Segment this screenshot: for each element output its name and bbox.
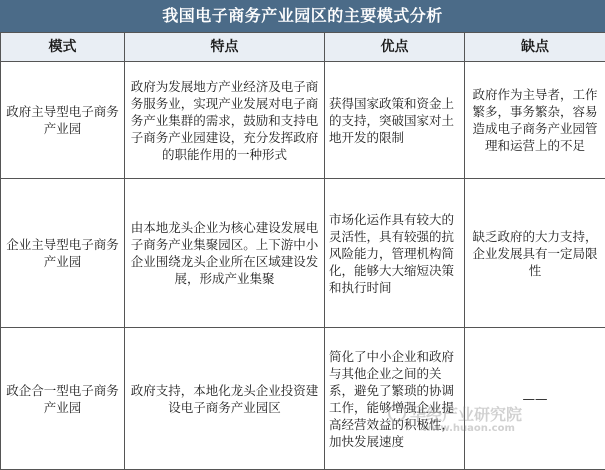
mode-cell: 企业主导型电子商务产业园 [1, 179, 125, 328]
table-row [1, 179, 605, 328]
feature-cell: 政府支持，本地化龙头企业投资建设电子商务产业园区 [125, 328, 325, 470]
mode-cell: 政府主导型电子商务产业园 [1, 62, 125, 179]
advantage-cell: 获得国家政策和资金上的支持，突破国家对土地开发的限制 [325, 62, 465, 179]
feature-cell: 由本地龙头企业为核心建设发展电子商务产业集聚园区。上下游中小企业围绕龙头企业所在区域建设发展，形成产业集聚 [125, 179, 325, 328]
disadvantage-cell: —— [465, 328, 605, 470]
header-feature: 特点 [125, 33, 325, 62]
header-mode: 模式 [1, 33, 125, 62]
table-title: 我国电子商务产业园区的主要模式分析 [0, 0, 605, 32]
advantage-cell: 简化了中小企业和政府与其他企业之间的关系，避免了繁琐的协调工作，能够增强企业提高经营效益的积极性，加快发展速度 [325, 328, 465, 470]
header-disadvantage: 缺点 [465, 33, 605, 62]
header-advantage: 优点 [325, 33, 465, 62]
header-row [1, 33, 605, 62]
watermark-url: www.huaon.com [422, 423, 588, 434]
table-row [1, 328, 605, 470]
feature-cell: 政府为发展地方产业经济及电子商务服务业，实现产业发展对电子商务产业集群的需求，鼓励和支持电子商务产业园建设，充分发挥政府的职能作用的一种形式 [125, 62, 325, 179]
advantage-cell: 市场化运作具有较大的灵活性，具有较强的抗风险能力，管理机构简化，能够大大缩短决策和执行时间 [325, 179, 465, 328]
mode-analysis-table [0, 32, 605, 470]
disadvantage-cell: 缺乏政府的大力支持，企业发展具有一定局限性 [465, 179, 605, 328]
watermark-text: 华经产业研究院 [410, 405, 522, 424]
disadvantage-cell: 政府作为主导者，工作繁多，事务繁杂，容易造成电子商务产业园管理和运营上的不足 [465, 62, 605, 179]
table-row [1, 62, 605, 179]
mode-cell: 政企合一型电子商务产业园 [1, 328, 125, 470]
